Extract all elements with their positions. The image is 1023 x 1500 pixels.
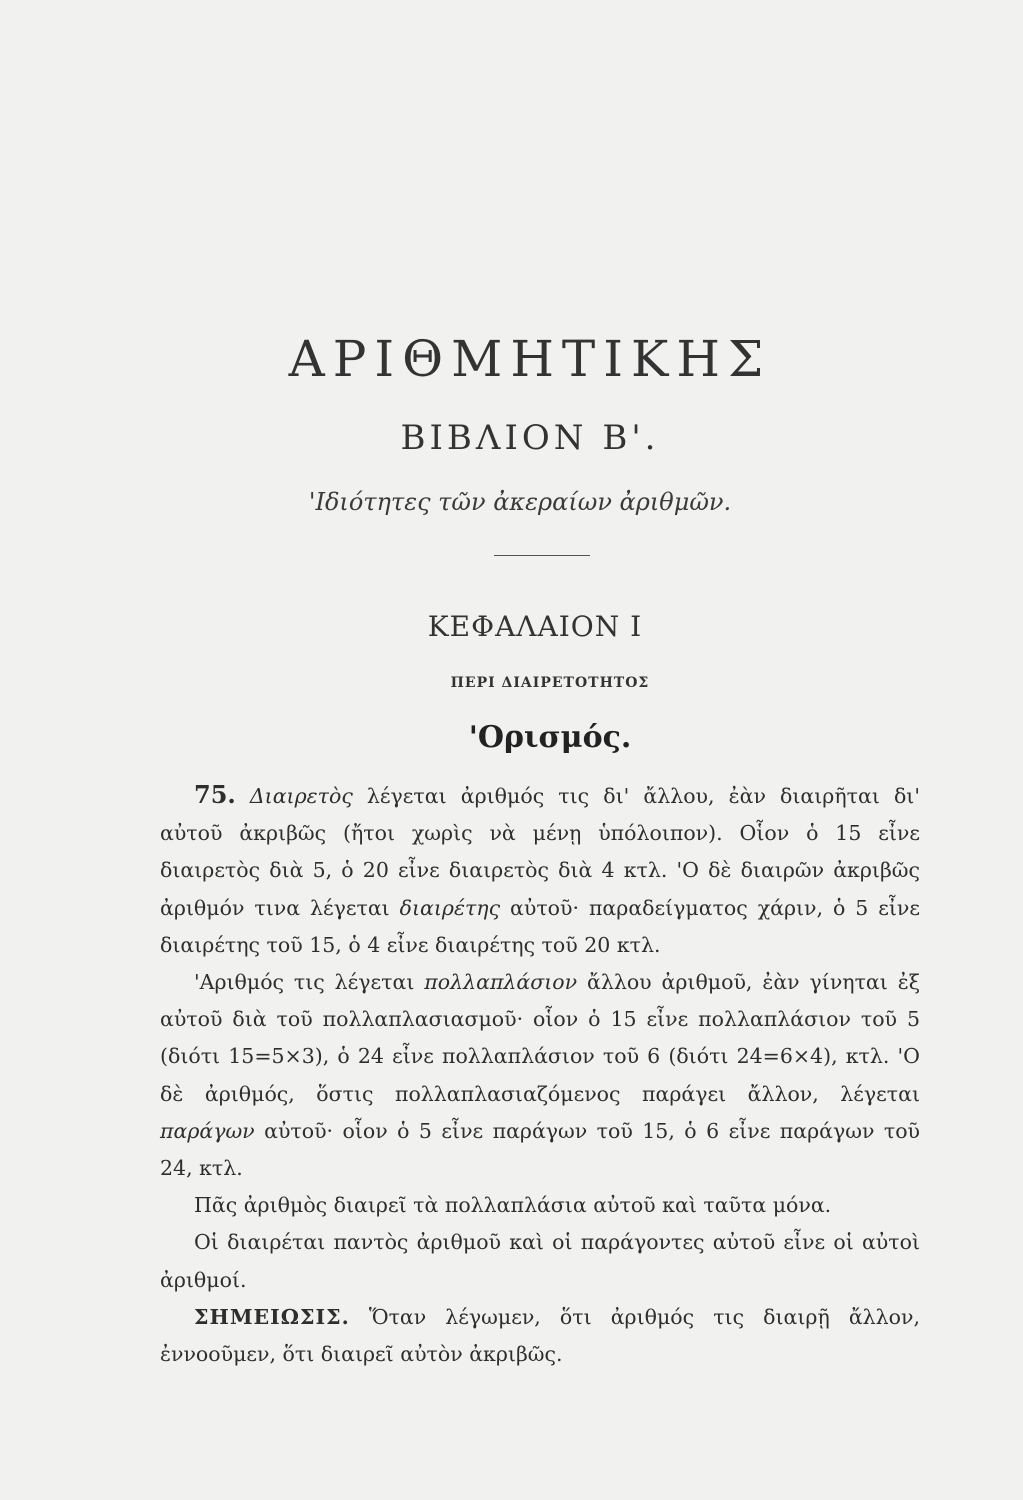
divider-rule <box>494 555 590 556</box>
definition-heading: 'Ορισμός. <box>468 720 632 755</box>
paragraph-75-text-2: αὐτοῦ· παραδείγματος χάριν, ὁ 5 εἶνε διαιρέτης τοῦ 15, ὁ 4 εἶνε διαιρέτης τοῦ 20 κτλ. <box>160 895 921 957</box>
note-label: ΣΗΜΕΙΩΣΙΣ. <box>194 1304 350 1329</box>
book-number: ΒΙΒΛΙΟΝ Β'. <box>400 418 660 458</box>
body-text <box>160 776 920 1373</box>
paragraph-multiple-text-1: 'Αριθμός τις λέγεται <box>194 970 425 995</box>
term-multiple: πολλαπλάσιον <box>424 970 578 995</box>
paragraph-divides: Πᾶς ἀριθμὸς διαιρεῖ τὰ πολλαπλάσια αὐτοῦ καὶ ταῦτα μόνα. <box>194 1193 832 1218</box>
paragraph-number: 75. <box>194 780 236 809</box>
chapter-title: ΚΕΦΑΛΑΙΟΝ Ι <box>427 610 643 643</box>
term-factor: παράγων <box>160 1118 255 1143</box>
paragraph-divisors: Οἱ διαιρέται παντὸς ἀριθμοῦ καὶ οἱ παράγοντες αὐτοῦ εἶνε οἱ αὐτοὶ ἀριθμοί. <box>160 1230 920 1292</box>
book-title: ΑΡΙΘΜΗΤΙΚΗΣ <box>288 330 772 388</box>
note-paragraph <box>160 1299 920 1373</box>
paragraph-75-text-1: λέγεται ἀριθμός τις δι' ἄλλου, ἐὰν διαιρῆται δι' αὐτοῦ ἀκριβῶς (ἤτοι χωρὶς νὰ μένῃ ὑπόλοιπον). Οἷον ὁ 15 εἶνε διαιρετὸς διὰ 5, ὁ 20 εἶνε διαιρετὸς διὰ 4 κτλ. 'Ο δὲ διαιρῶν ἀκριβῶς ἀριθμόν τινα λέγεται <box>160 784 920 920</box>
paragraph-multiple <box>160 964 920 1187</box>
term-divisor: διαιρέτης <box>399 895 501 920</box>
paragraph-multiple-text-2: ἄλλου ἀριθμοῦ, ἐὰν γίνηται ἐξ αὐτοῦ διὰ τοῦ πολλαπλασιασμοῦ· οἷον ὁ 15 εἶνε πολλαπλάσιον τοῦ 5 (διότι 15=5×3), ὁ 24 εἶνε πολλαπλάσιον τοῦ 6 (διότι 24=6×4), κτλ. 'Ο δὲ ἀριθμός, ὅστις πολλαπλασιαζόμενος παράγει ἄλλον, λέγεται <box>160 970 920 1106</box>
section-title: ΠΕΡΙ ΔΙΑΙΡΕΤΟΤΗΤΟΣ <box>450 675 650 691</box>
term-divisible: Διαιρετὸς <box>249 784 353 808</box>
note-text: Ὅταν λέγωμεν, ὅτι ἀριθμός τις διαιρῇ ἄλλον, ἐννοοῦμεν, ὅτι διαιρεῖ αὐτὸν ἀκριβῶς. <box>160 1304 920 1367</box>
paragraph-multiple-text-3: αὐτοῦ· οἷον ὁ 5 εἶνε παράγων τοῦ 15, ὁ 6 εἶνε παράγων τοῦ 24, κτλ. <box>160 1118 920 1181</box>
paragraph-75 <box>160 776 920 964</box>
book-subtitle: 'Ιδιότητες τῶν ἀκεραίων ἀριθμῶν. <box>308 488 732 516</box>
